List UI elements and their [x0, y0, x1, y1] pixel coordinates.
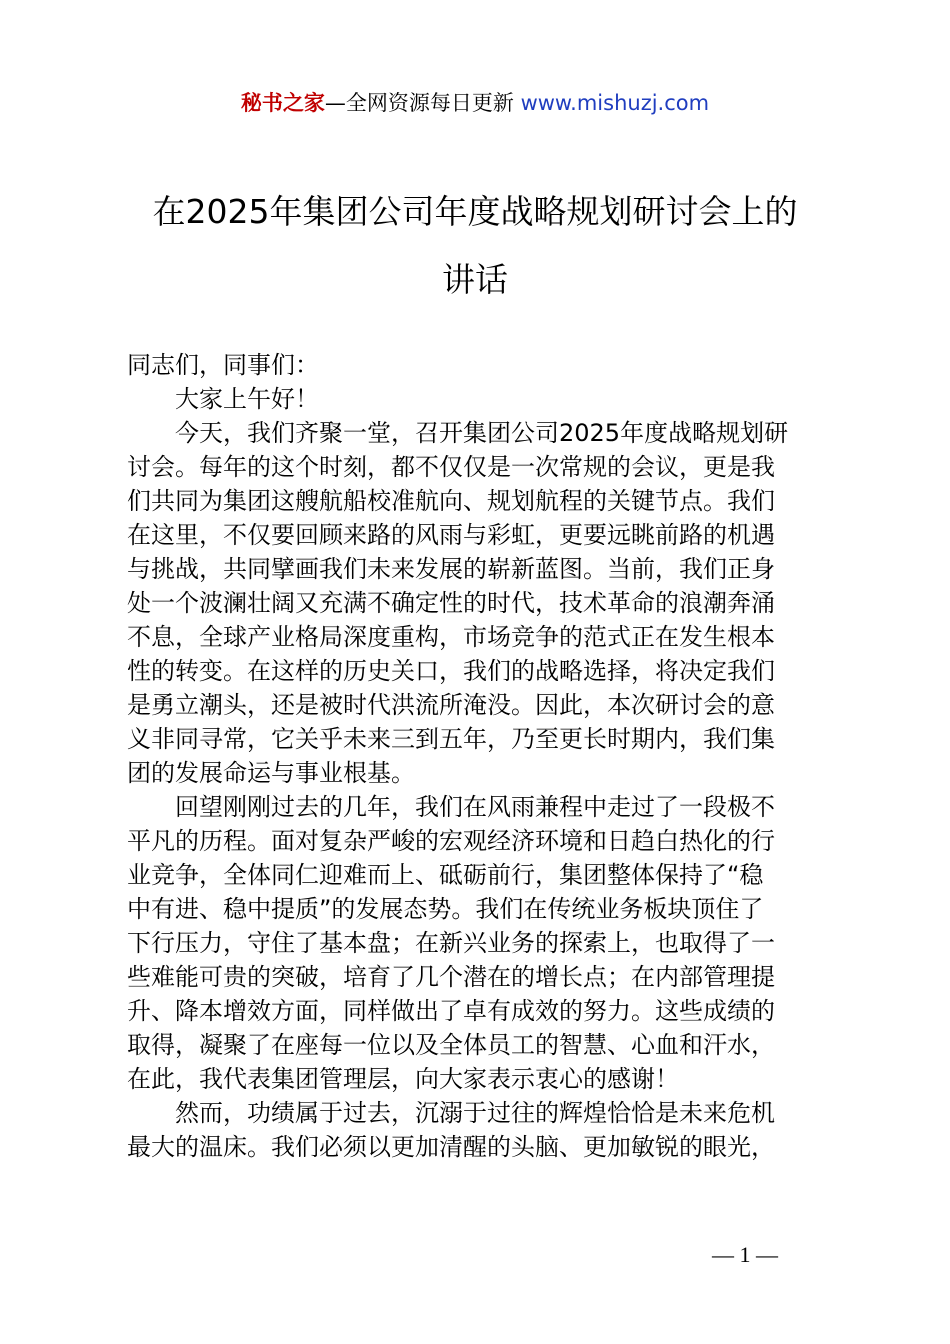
paragraph-line: 中有进、稳中提质”的发展态势。我们在传统业务板块顶住了	[127, 895, 764, 923]
paragraph-line: 在此，我代表集团管理层，向大家表示衷心的感谢！	[127, 1065, 679, 1093]
site-header	[0, 88, 950, 118]
document-title-line-1: 在2025年集团公司年度战略规划研讨会上的	[152, 192, 798, 231]
paragraph-line: 处一个波澜壮阔又充满不确定性的时代，技术革命的浪潮奔涌	[127, 589, 775, 617]
paragraph-line: 讨会。每年的这个时刻，都不仅仅是一次常规的会议，更是我	[127, 453, 775, 481]
paragraph-line: 在这里，不仅要回顾来路的风雨与彩虹，更要远眺前路的机遇	[127, 521, 775, 549]
site-url[interactable]: www.mishuzj.com	[520, 91, 710, 115]
paragraph-line: 不息，全球产业格局深度重构，市场竞争的范式正在发生根本	[127, 623, 775, 651]
salutation: 同志们，同事们：	[127, 351, 319, 379]
paragraph-line: 回望刚刚过去的几年，我们在风雨兼程中走过了一段极不	[175, 793, 775, 821]
paragraph-line: 业竞争，全体同仁迎难而上、砥砺前行，集团整体保持了“稳	[127, 861, 764, 889]
paragraph-line: 们共同为集团这艘航船校准航向、规划航程的关键节点。我们	[127, 487, 775, 515]
paragraph-line: 些难能可贵的突破，培育了几个潜在的增长点；在内部管理提	[127, 963, 775, 991]
paragraph-line: 今天，我们齐聚一堂，召开集团公司2025年度战略规划研	[175, 419, 789, 447]
paragraph-line: 团的发展命运与事业根基。	[127, 759, 415, 787]
paragraph-line: 是勇立潮头，还是被时代洪流所淹没。因此，本次研讨会的意	[127, 691, 775, 719]
paragraph-line: 然而，功绩属于过去，沉溺于过往的辉煌恰恰是未来危机	[175, 1099, 775, 1127]
greeting: 大家上午好！	[175, 385, 319, 413]
paragraph-line: 升、降本增效方面，同样做出了卓有成效的努力。这些成绩的	[127, 997, 775, 1025]
paragraph-line: 平凡的历程。面对复杂严峻的宏观经济环境和日趋白热化的行	[127, 827, 775, 855]
site-tagline: —全网资源每日更新	[324, 91, 521, 115]
paragraph-line: 义非同寻常，它关乎未来三到五年，乃至更长时期内，我们集	[127, 725, 775, 753]
paragraph-line: 与挑战，共同擘画我们未来发展的崭新蓝图。当前，我们正身	[127, 555, 775, 583]
site-brand: 秘书之家	[240, 91, 325, 115]
document-body	[127, 348, 833, 1164]
paragraph-line: 性的转变。在这样的历史关口，我们的战略选择，将决定我们	[127, 657, 775, 685]
paragraph-line: 下行压力，守住了基本盘；在新兴业务的探索上，也取得了一	[127, 929, 775, 957]
paragraph-line: 取得，凝聚了在座每一位以及全体员工的智慧、心血和汗水，	[127, 1031, 775, 1059]
document-title-line-2: 讲话	[442, 260, 508, 299]
page-number: — 1 —	[712, 1242, 778, 1267]
paragraph-line: 最大的温床。我们必须以更加清醒的头脑、更加敏锐的眼光，	[127, 1133, 775, 1161]
